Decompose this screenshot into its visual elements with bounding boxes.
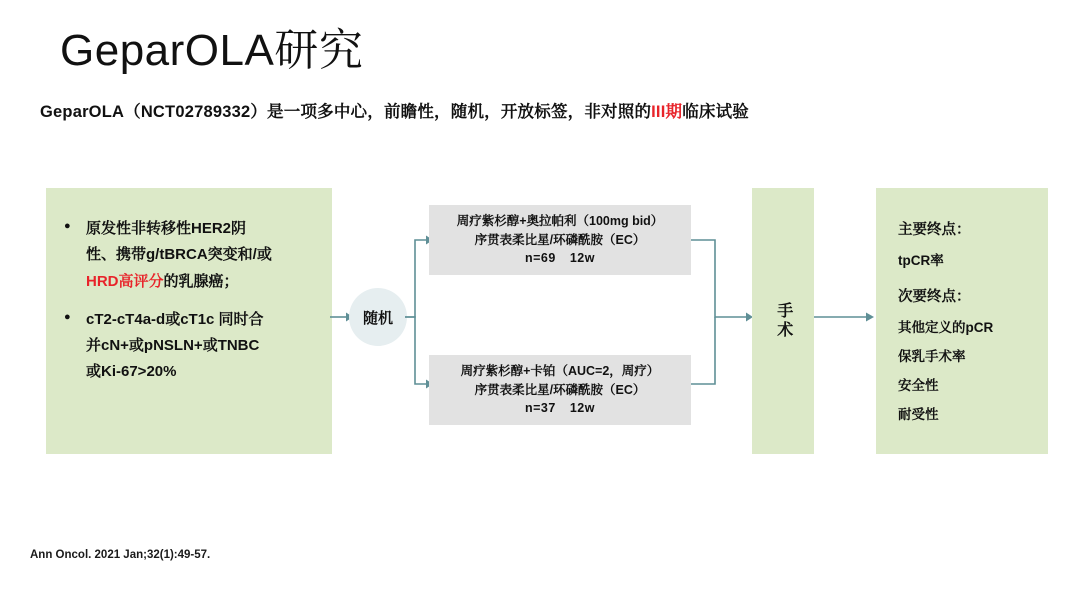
arm-a-sample-size-row <box>525 249 595 268</box>
connector-arms-to-surgery <box>691 232 755 392</box>
surgery-label: 手术 <box>774 302 792 340</box>
population-criteria-box <box>46 188 332 454</box>
arm-b-regimen-line-1: 周疗紫杉醇+卡铂（AUC=2，周疗） <box>460 363 660 378</box>
page-title: GeparOLA研究 <box>60 26 364 75</box>
surgery-box <box>752 188 814 454</box>
primary-endpoint-item: tpCR率 <box>898 253 944 268</box>
connector-surgery-to-endpoints <box>814 300 876 336</box>
criteria-1-line-3-highlight: HRD高评分 <box>86 272 164 290</box>
arm-a-duration: 12w <box>569 251 595 266</box>
source-citation: Ann Oncol. 2021 Jan;32(1):49-57. <box>30 549 211 561</box>
randomization-label: 随机 <box>362 309 393 327</box>
secondary-endpoint-item: 其他定义的pCR <box>898 320 994 335</box>
secondary-endpoint-item: 安全性 <box>898 378 939 393</box>
subtitle-text-after: 临床试验 <box>682 103 750 121</box>
endpoints-box <box>876 188 1048 454</box>
secondary-endpoint-item: 保乳手术率 <box>898 349 966 364</box>
secondary-endpoint-heading: 次要终点： <box>898 289 971 305</box>
arm-b-sample-size-row <box>525 399 595 418</box>
list-item <box>64 307 314 386</box>
criteria-2-line-1: cT2-cT4a-d或cT1c 同时合 <box>86 310 264 328</box>
secondary-endpoint-item: 耐受性 <box>898 407 939 422</box>
subtitle-phase-highlight: III期 <box>651 103 683 121</box>
treatment-arm-b-box <box>429 355 691 425</box>
list-item <box>64 216 314 295</box>
subtitle-text-before: GeparOLA（NCT02789332）是一项多中心，前瞻性，随机，开放标签，非对照的 <box>40 103 652 121</box>
arm-b-sample-size: n=37 <box>525 401 556 416</box>
primary-endpoint-heading: 主要终点： <box>898 222 971 238</box>
randomization-node <box>349 288 407 346</box>
criteria-2-line-2: 并cN+或pNSLN+或TNBC <box>86 337 260 354</box>
criteria-1-line-1: 原发性非转移性HER2阴 <box>86 220 247 237</box>
arm-a-regimen-line-1: 周疗紫杉醇+奥拉帕利（100mg bid） <box>456 213 664 228</box>
treatment-arm-a-box <box>429 205 691 275</box>
arm-a-sample-size: n=69 <box>525 251 556 266</box>
study-subtitle <box>40 98 749 122</box>
arm-b-regimen-line-2: 序贯表柔比星/环磷酰胺（EC） <box>474 382 646 397</box>
arm-a-regimen-line-2: 序贯表柔比星/环磷酰胺（EC） <box>474 232 646 247</box>
population-criteria-list <box>64 216 314 386</box>
arm-b-duration: 12w <box>569 401 595 416</box>
criteria-2-line-3: 或Ki-67>20% <box>86 363 177 381</box>
criteria-1-line-3-rest: 的乳腺癌； <box>163 272 239 290</box>
criteria-1-line-2: 性、携带g/tBRCA突变和/或 <box>86 246 272 264</box>
